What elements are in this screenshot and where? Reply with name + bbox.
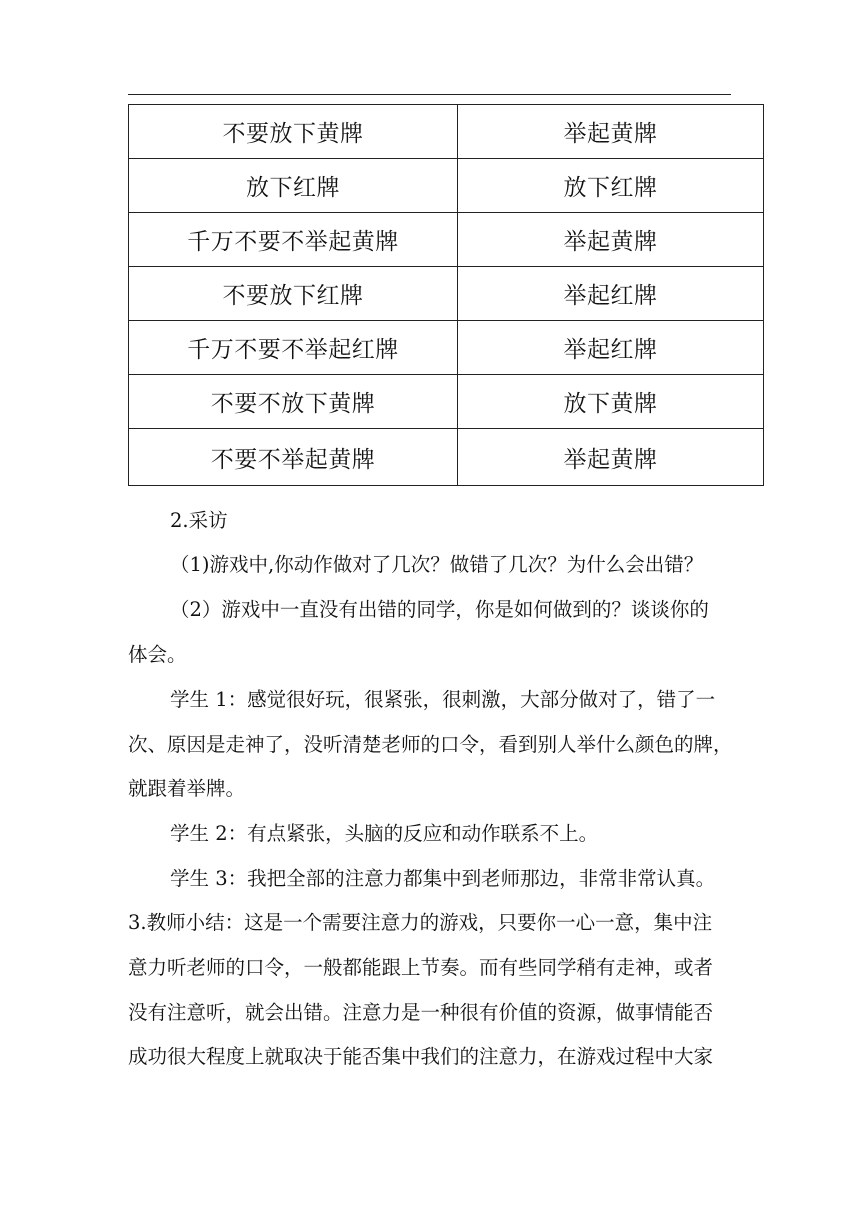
action-cell: 放下红牌 — [458, 159, 764, 213]
table-row — [129, 267, 764, 321]
header-rule — [128, 94, 731, 95]
section-heading-interview: 2.采访 — [170, 509, 228, 532]
table-row — [129, 321, 764, 375]
table-row — [129, 159, 764, 213]
teacher-summary-line-1: 3.教师小结：这是一个需要注意力的游戏，只要你一心一意，集中注 — [128, 911, 713, 934]
student-1-line-2: 次、原因是走神了，没听清楚老师的口令，看到别人举什么颜色的牌， — [128, 733, 733, 756]
question-1: （1)游戏中,你动作做对了几次？做错了几次？为什么会出错？ — [170, 553, 704, 576]
table-row — [129, 375, 764, 429]
action-cell: 放下黄牌 — [458, 375, 764, 429]
table-row — [129, 105, 764, 159]
action-cell: 举起红牌 — [458, 267, 764, 321]
action-cell: 举起黄牌 — [458, 105, 764, 159]
command-cell: 千万不要不举起黄牌 — [129, 213, 458, 267]
student-3: 学生 3：我把全部的注意力都集中到老师那边，非常非常认真。 — [170, 867, 716, 890]
teacher-summary-line-2: 意力听老师的口令，一般都能跟上节奏。而有些同学稍有走神，或者 — [128, 956, 714, 979]
table-row — [129, 213, 764, 267]
command-cell: 不要不放下黄牌 — [129, 375, 458, 429]
command-cell: 不要不举起黄牌 — [129, 429, 458, 486]
question-2-line-1: （2）游戏中一直没有出错的同学，你是如何做到的？谈谈你的 — [170, 598, 709, 621]
action-cell: 举起黄牌 — [458, 429, 764, 486]
command-cell: 千万不要不举起红牌 — [129, 321, 458, 375]
student-1-line-3: 就跟着举牌。 — [128, 777, 246, 800]
question-2-line-2: 体会。 — [128, 643, 187, 666]
command-cell: 不要放下红牌 — [129, 267, 458, 321]
teacher-summary-line-4: 成功很大程度上就取决于能否集中我们的注意力，在游戏过程中大家 — [128, 1045, 714, 1068]
command-cell: 不要放下黄牌 — [129, 105, 458, 159]
command-cell: 放下红牌 — [129, 159, 458, 213]
student-1-line-1: 学生 1：感觉很好玩，很紧张，很刺激，大部分做对了，错了一 — [170, 688, 716, 711]
command-action-table — [128, 104, 764, 486]
student-2: 学生 2：有点紧张，头脑的反应和动作联系不上。 — [170, 822, 599, 845]
action-cell: 举起红牌 — [458, 321, 764, 375]
teacher-summary-line-3: 没有注意听，就会出错。注意力是一种很有价值的资源，做事情能否 — [128, 1001, 714, 1024]
action-cell: 举起黄牌 — [458, 213, 764, 267]
table-row — [129, 429, 764, 486]
